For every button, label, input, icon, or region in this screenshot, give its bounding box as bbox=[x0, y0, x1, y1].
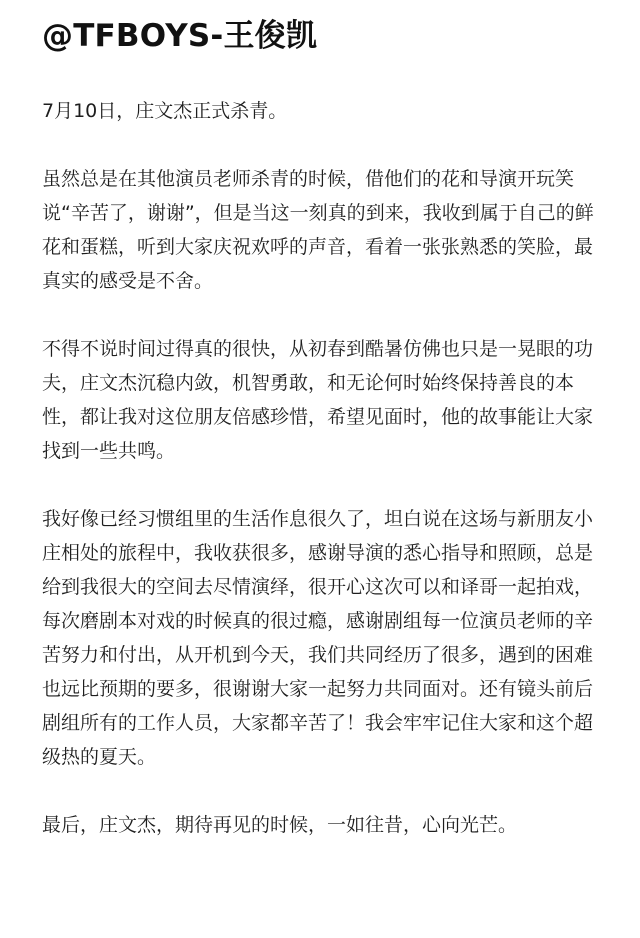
paragraph-closing: 最后，庄文杰，期待再见的时候，一如往昔，心向光芒。 bbox=[42, 814, 518, 836]
paragraph-thanks: 我好像已经习惯组里的生活作息很久了，坦白说在这场与新朋友小庄相处的旅程中，我收获很多，感谢导演的悉心指导和照顾，总是给到我很大的空间去尽情演绎，很开心这次可以和译哥一起拍戏，每次磨剧本对戏的时候真的很过瘾，感谢剧组每一位演员老师的辛苦努力和付出，从开机到今天，我们共同经历了很多，遇到的困难也远比预期的要多，很谢谢大家一起努力共同面对。还有镜头前后剧组所有的工作人员，大家都辛苦了！我会牢牢记住大家和这个超级热的夏天。 bbox=[42, 508, 594, 768]
paragraph-wrap-moment: 虽然总是在其他演员老师杀青的时候，借他们的花和导演开玩笑说“辛苦了，谢谢”，但是当这一刻真的到来，我收到属于自己的鲜花和蛋糕，听到大家庆祝欢呼的声音，看着一张张熟悉的笑脸，最真实的感受是不舍。 bbox=[42, 168, 594, 292]
document-body bbox=[42, 94, 598, 842]
paragraph-date: 7月10日，庄文杰正式杀青。 bbox=[42, 100, 288, 122]
paragraph-time-flies: 不得不说时间过得真的很快，从初春到酷暑仿佛也只是一晃眼的功夫，庄文杰沉稳内敛，机智勇敢，和无论何时始终保持善良的本性，都让我对这位朋友倍感珍惜，希望见面时，他的故事能让大家找到一些共鸣。 bbox=[42, 338, 594, 462]
page-title: @TFBOYS-王俊凯 bbox=[42, 18, 318, 54]
